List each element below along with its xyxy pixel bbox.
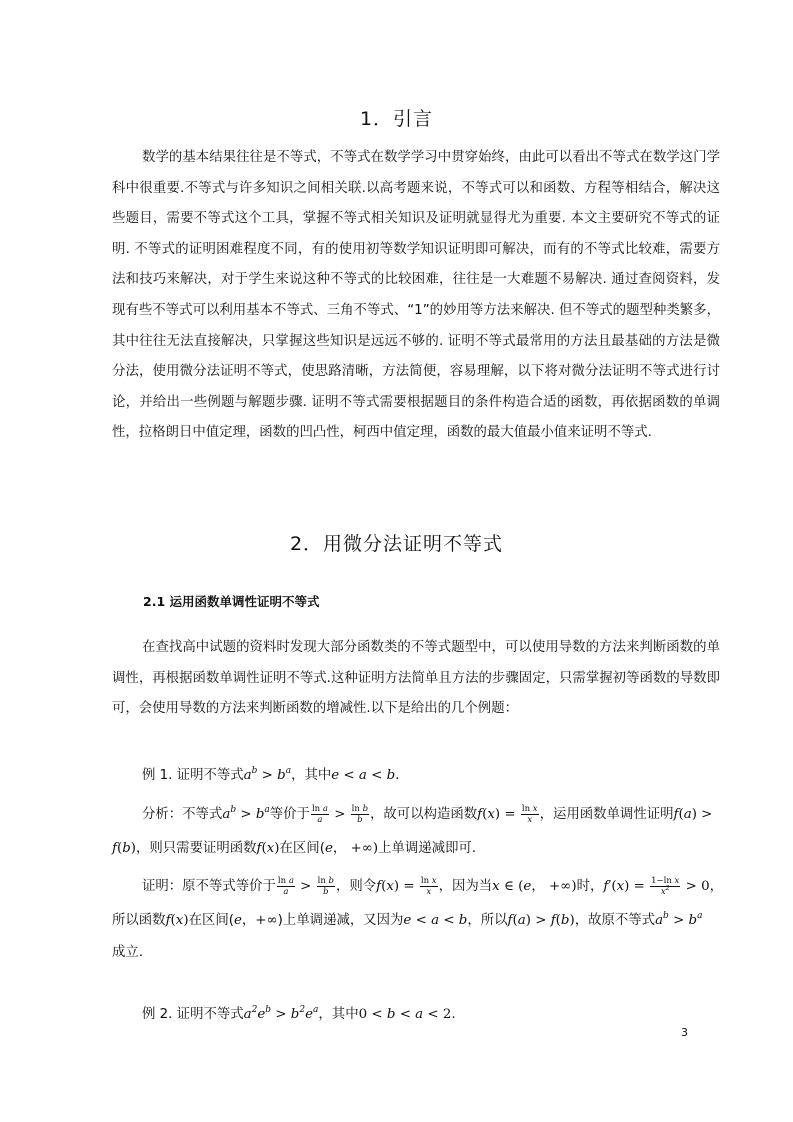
- example-1-inequality: $a^b > b^a$: [243, 766, 292, 783]
- proof-label: 证明：原不等式等价于: [142, 879, 276, 894]
- example-2-label: 例 2. 证明不等式: [142, 1007, 244, 1022]
- section-1-title: 1．引言: [359, 108, 434, 130]
- proof-line-3: 成立.: [112, 945, 144, 960]
- analysis-label: 分析：不等式: [142, 807, 223, 822]
- section-1-paragraph: 数学的基本结果往往是不等式，不等式在数学学习中贯穿始终，由此可以看出不等式在数学这门学科中很重要.不等式与许多知识之间相关联.以高考题来说，不等式可以和函数、方程等相结合，解决这些题目，需要不等式这个工具，掌握不等式相关知识及证明就显得尤为重要. 本文主要研究不等式的证明. 不等式的证明困难程度不同，有的使用初等数学知识证明即可解决，而有的不等式比较难，需要方法和技巧来解决，对于学生来说这种不等式的比较困难，往往是一大难题不易解决. 通过查阅资料，发现有些不等式可以利用基本不等式、三角不等式、“1”的妙用等方法来解决. 但不等式的题型种类繁多，其中往往无法直接解决，只掌握这些知识是远远不够的. 证明不等式最常用的方法且最基础的方法是微分法，使用微分法证明不等式，使思路清晰，方法简便，容易理解，以下将对微分法证明不等式进行讨论，并给出一些例题与解题步骤. 证明不等式需要根据题目的条件构造合适的函数，再依据函数的单调性，拉格朗日中值定理，函数的凹凸性，柯西中值定理，函数的最大值最小值来证明不等式.: [112, 150, 720, 441]
- example-1: 例 1. 证明不等式$a^b > b^a$，其中e < a < b.: [142, 766, 400, 783]
- example-1-condition: e < a < b: [331, 768, 396, 783]
- example-2: 例 2. 证明不等式$a^2e^b > b^2e^a$，其中0 < b < a < 2.: [142, 1005, 456, 1022]
- subsection-2-1-intro: 在查找高中试题的资料时发现大部分函数类的不等式题型中，可以使用导数的方法来判断函数的单调性，再根据函数单调性证明不等式.这种证明方法简单且方法的步骤固定，只需掌握初等函数的导数即可，会使用导数的方法来判断函数的增减性.以下是给出的几个例题：: [112, 640, 720, 717]
- fraction-lnx-over-x: $\frac{\text{ln x}}{x}$: [521, 803, 538, 825]
- subsection-2-1-title: 2.1 运用函数单调性证明不等式: [143, 594, 320, 609]
- fraction-lna-over-a: $\frac{\text{ln a}}{a}$: [311, 803, 328, 825]
- example-2-inequality: $a^2e^b > b^2e^a$: [243, 1005, 319, 1022]
- page-number: 3: [681, 1026, 688, 1039]
- example-1-label: 例 1. 证明不等式: [142, 768, 244, 783]
- fraction-derivative: $\frac{\text{1−ln x}}{x^2}$: [651, 875, 680, 897]
- section-2-title: 2．用微分法证明不等式: [289, 533, 504, 555]
- fraction-lnb-over-b: $\frac{\text{ln b}}{b}$: [351, 803, 369, 825]
- analysis-line-2: f(b)，则只需要证明函数f(x)在区间(e， +∞)上单调递减即可.: [112, 841, 477, 856]
- proof-line-1: 证明：原不等式等价于 $\frac{\text{ln a}}{a}$ > $\frac{\text{ln b}}{b}$ ，则令f(x) = $\frac{\text{ln x}}{x}$ ，因为当x ∈ (e， +∞)时，f′(x) = $\frac{\text{1−ln x}}{x^2}$ > 0，: [142, 875, 723, 897]
- analysis-line-1: 分析：不等式$a^b > b^a$等价于 $\frac{\text{ln a}}{a}$ > $\frac{\text{ln b}}{b}$ ，故可以构造函数f(x) = $\frac{\text{ln x}}{x}$ ，运用函数单调性证明f(a) >: [142, 803, 713, 825]
- proof-line-2: 所以函数f(x)在区间(e，+∞)上单调递减，又因为e < a < b，所以f(a) > f(b)，故原不等式$a^b > b^a$: [112, 911, 703, 928]
- example-1-cond-prefix: ，其中: [291, 768, 332, 783]
- example-2-condition: 0 < b < a < 2: [358, 1007, 452, 1022]
